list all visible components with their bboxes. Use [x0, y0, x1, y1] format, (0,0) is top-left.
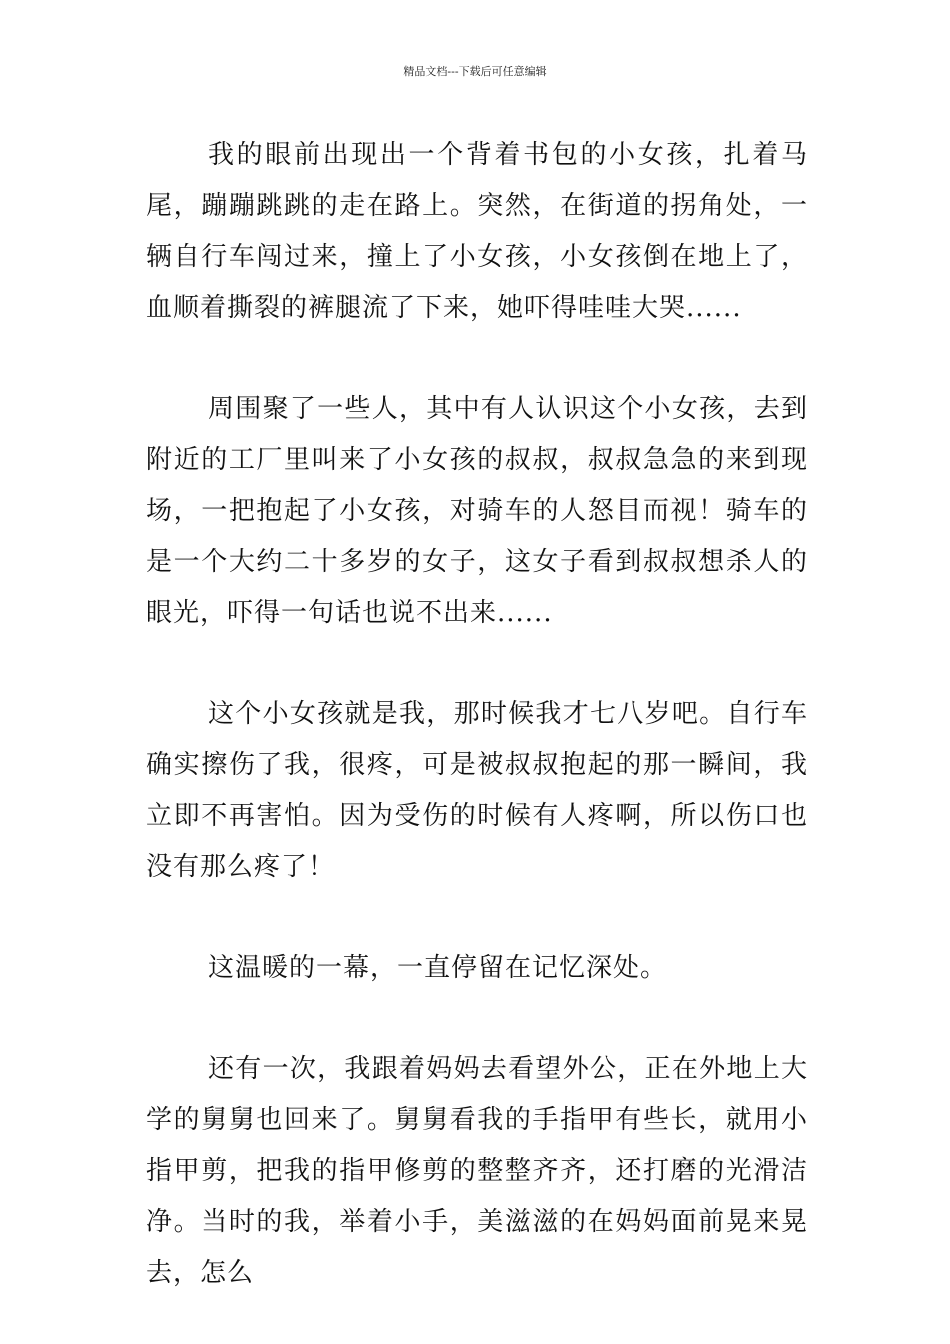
paragraph-5: 还有一次，我跟着妈妈去看望外公，正在外地上大学的舅舅也回来了。舅舅看我的手指甲有些长，就用小指甲剪，把我的指甲修剪的整整齐齐，还打磨的光滑洁净。当时的我，举着小手，美滋滋的在妈妈面前晃来晃去，怎么: [146, 1054, 808, 1288]
paragraph-2: 周围聚了一些人，其中有人认识这个小女孩，去到附近的工厂里叫来了小女孩的叔叔，叔叔急急的来到现场，一把抱起了小女孩，对骑车的人怒目而视！骑车的是一个大约二十多岁的女子，这女子看到叔叔想杀人的眼光，吓得一句话也说不出来......: [146, 394, 808, 628]
document-body: [146, 130, 808, 1299]
paragraph-1: 我的眼前出现出一个背着书包的小女孩，扎着马尾，蹦蹦跳跳的走在路上。突然，在街道的拐角处，一辆自行车闯过来，撞上了小女孩，小女孩倒在地上了，血顺着撕裂的裤腿流了下来，她吓得哇哇大哭......: [146, 140, 808, 323]
paragraph-4: 这温暖的一幕，一直停留在记忆深处。: [208, 953, 668, 983]
page-header: 精品文档---下载后可任意编辑: [403, 65, 547, 78]
paragraph-3: 这个小女孩就是我，那时候我才七八岁吧。自行车确实擦伤了我，很疼，可是被叔叔抱起的那一瞬间，我立即不再害怕。因为受伤的时候有人疼啊，所以伤口也没有那么疼了！: [146, 699, 808, 882]
